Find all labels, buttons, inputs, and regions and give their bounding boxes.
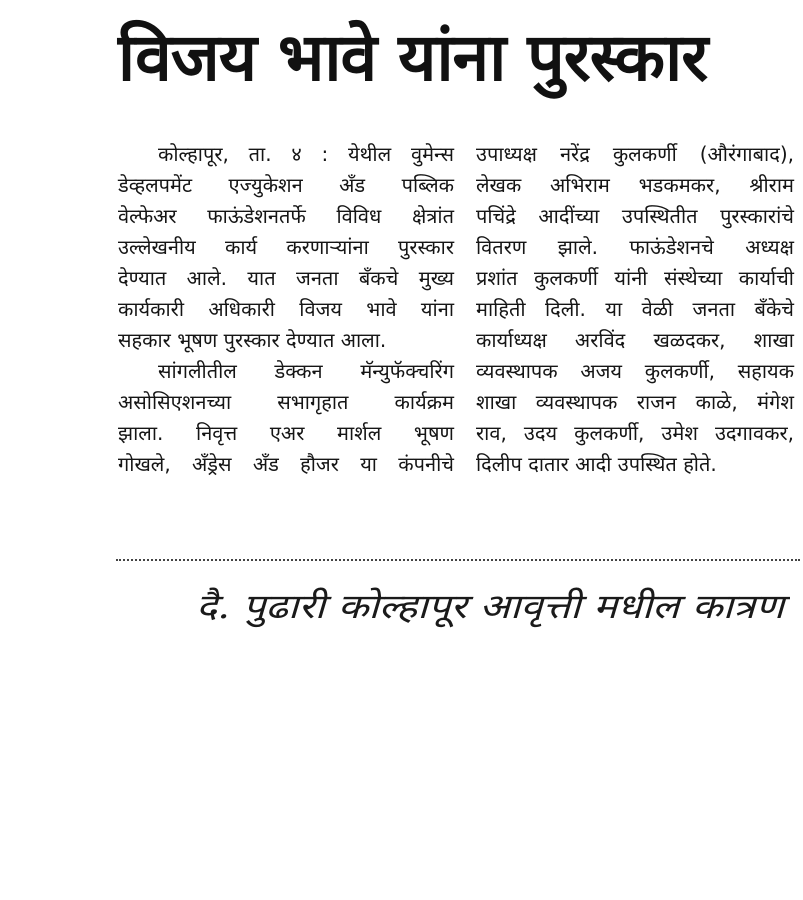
handwritten-note [190, 578, 790, 634]
article-line: गोखले, अँड्रेस अँड हौजर या कंपनीचे [118, 452, 454, 476]
article-line: कार्यकारी अधिकारी विजय भावे यांना [118, 297, 454, 321]
article-line: डेव्हलपमेंट एज्युकेशन अँड पब्लिक [118, 173, 454, 197]
article-line: झाला. निवृत्त एअर मार्शल भूषण [118, 421, 454, 445]
article-line: वितरण झाले. फाऊंडेशनचे अध्यक्ष [476, 235, 794, 259]
handwritten-note-text: दै. पुढारी कोल्हापूर आवृत्ती मधील कात्रण [196, 587, 696, 627]
article-line: लेखक अभिराम भडकमकर, श्रीराम [476, 173, 794, 197]
article-line: असोसिएशनच्या सभागृहात कार्यक्रम [118, 390, 454, 414]
article-line: व्यवस्थापक अजय कुलकर्णी, सहायक [476, 359, 794, 383]
article-column-left [118, 139, 454, 480]
article-line: दिलीप दातार आदी उपस्थित होते. [476, 452, 717, 476]
article-line: वेल्फेअर फाऊंडेशनतर्फे विविध क्षेत्रांत [118, 204, 454, 228]
article-line: सहकार भूषण पुरस्कार देण्यात आला. [118, 328, 387, 352]
article-line: उपाध्यक्ष नरेंद्र कुलकर्णी (औरंगाबाद), [476, 142, 794, 166]
cut-line-divider [116, 559, 800, 561]
article-line: कोल्हापूर, ता. ४ : येथील वुमेन्स [158, 142, 454, 166]
headline: विजय भावे यांना पुरस्कार [118, 19, 708, 96]
article-line: पचिंद्रे आदींच्या उपस्थितीत पुरस्कारांचे [476, 204, 794, 228]
article-line: प्रशांत कुलकर्णी यांनी संस्थेच्या कार्याची [476, 266, 794, 290]
article-line: उल्लेखनीय कार्य करणाऱ्यांना पुरस्कार [118, 235, 454, 259]
article-line: देण्यात आले. यात जनता बँकचे मुख्य [118, 266, 454, 290]
article-line: माहिती दिली. या वेळी जनता बँकेचे [476, 297, 794, 321]
article-line: राव, उदय कुलकर्णी, उमेश उदगावकर, [476, 421, 794, 445]
article-line: सांगलीतील डेक्कन मॅन्युफॅक्चरिंग [158, 359, 454, 383]
article-column-right [476, 139, 794, 480]
handwritten-note-svg [190, 578, 790, 634]
article-line: कार्याध्यक्ष अरविंद खळदकर, शाखा [476, 328, 794, 352]
article-line: शाखा व्यवस्थापक राजन काळे, मंगेश [476, 390, 794, 414]
